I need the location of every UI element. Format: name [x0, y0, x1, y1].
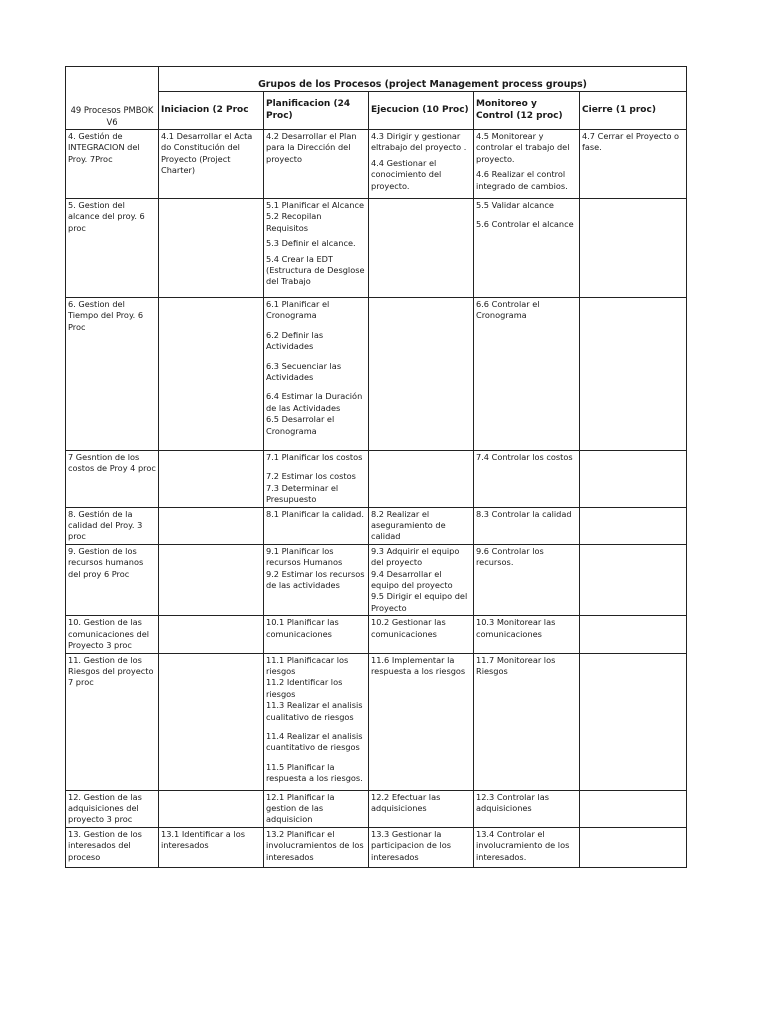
table-row [66, 298, 687, 451]
knowledge-area-cell: 6. Gestion del Tiempo del Proy. 6 Proc [66, 298, 159, 451]
process-cell [474, 827, 580, 867]
process-item: 7.1 Planificar los costos [266, 452, 363, 462]
process-cell [369, 827, 474, 867]
process-cell [580, 616, 687, 653]
process-cell [580, 451, 687, 508]
process-cell [580, 653, 687, 790]
process-item: 11.4 Realizar el analisis cuantitativo de riesgos [266, 730, 363, 753]
process-item: 8.1 Planificar la calidad. [266, 508, 364, 519]
table-row [66, 827, 687, 867]
process-item: 10.3 Monitorear las comunicaciones [476, 617, 556, 639]
process-cell [159, 130, 264, 199]
process-item: 5.5 Validar alcance [476, 200, 554, 210]
process-cell [369, 507, 474, 544]
process-groups-table [65, 66, 687, 868]
table-corner-cell [66, 67, 159, 130]
process-cell [264, 544, 369, 615]
process-cell [580, 507, 687, 544]
process-item: 11.1 Planificacar los riesgos [266, 654, 349, 676]
process-cell [580, 298, 687, 451]
process-cell [474, 790, 580, 827]
knowledge-area-cell: 11. Gestion de los Riesgos del proyecto 7 proc [66, 653, 159, 790]
process-cell [580, 130, 687, 199]
table-row [66, 507, 687, 544]
process-cell [474, 544, 580, 615]
table-row [66, 790, 687, 827]
process-cell [369, 298, 474, 451]
process-item: 7.3 Determinar el Presupuesto [266, 482, 339, 505]
process-item: 9.1 Planificar los recursos Humanos [266, 545, 343, 568]
header-monitoring: Monitoreo y Control (12 proc) [474, 92, 580, 130]
table-title [159, 67, 687, 92]
knowledge-area-cell: 4. Gestión de INTEGRACION del Proy. 7Proc [66, 130, 159, 199]
process-item: 8.2 Realizar el aseguramiento de calidad [371, 508, 446, 542]
process-cell [159, 616, 264, 653]
process-item: 9.4 Desarrollar el equipo del proyecto [371, 568, 453, 591]
process-cell [159, 790, 264, 827]
table-row [66, 199, 687, 298]
process-cell [264, 451, 369, 508]
process-item: 4.1 Desarrollar el Acta do Constitución del Proyecto (Project Charter) [161, 131, 253, 176]
process-cell [369, 653, 474, 790]
process-item: 4.4 Gestionar el conocimiento del proyecto. [371, 157, 442, 191]
process-cell [474, 130, 580, 199]
process-item: 7.2 Estimar los costos [266, 471, 356, 482]
table-row [66, 616, 687, 653]
process-item: 4.2 Desarrollar el Plan para la Dirección del proyecto [266, 131, 357, 164]
process-cell [369, 451, 474, 508]
process-cell [369, 199, 474, 298]
process-cell [264, 130, 369, 199]
knowledge-area-cell: 9. Gestion de los recursos humanos del proy 6 Proc [66, 544, 159, 615]
process-cell [264, 199, 369, 298]
table-corner-label: 49 Procesos PMBOK V6 [70, 105, 154, 127]
process-item: 4.6 Realizar el control integrado de cambios. [476, 169, 568, 191]
process-item: 5.2 Recopilan Requisitos [266, 211, 322, 233]
process-item: 13.4 Controlar el involucramiento de los interesados. [476, 828, 570, 862]
process-cell [580, 827, 687, 867]
process-cell [474, 199, 580, 298]
process-item: 6.6 Controlar el Cronograma [476, 299, 540, 321]
process-cell [474, 451, 580, 508]
process-item: 11.2 Identificar los riesgos [266, 677, 343, 699]
table-row [66, 544, 687, 615]
process-cell [580, 199, 687, 298]
process-item: 9.3 Adquirir el equipo del proyecto [371, 545, 460, 568]
process-item: 11.5 Planificar la respuesta a los riesgos. [266, 761, 363, 784]
process-cell [369, 616, 474, 653]
process-item: 12.3 Controlar las adquisiciones [476, 791, 549, 813]
process-item: 11.6 Implementar la respuesta a los riesgos [371, 654, 466, 676]
process-cell [159, 827, 264, 867]
process-item: 9.5 Dirigir el equipo del Proyecto [371, 591, 468, 613]
process-item: 5.6 Controlar el alcance [476, 219, 574, 230]
process-item: 11.7 Monitorear los Riesgos [476, 654, 556, 676]
table-row [66, 653, 687, 790]
header-execution: Ejecucion (10 Proc) [369, 92, 474, 130]
process-cell [159, 199, 264, 298]
knowledge-area-cell: 10. Gestion de las comunicaciones del Proyecto 3 proc [66, 616, 159, 653]
process-item: 13.1 Identificar a los interesados [161, 828, 245, 851]
process-item: 6.4 Estimar la Duración de las Actividades [266, 391, 363, 413]
table-row [66, 130, 687, 199]
process-item: 13.2 Planificar el involucramientos de los interesados [266, 828, 364, 862]
process-item: 4.5 Monitorear y controlar el trabajo del proyecto. [476, 131, 570, 164]
process-cell [159, 544, 264, 615]
process-cell [474, 653, 580, 790]
knowledge-area-cell: 5. Gestion del alcance del proy. 6 proc [66, 199, 159, 298]
table-title-text: Grupos de los Procesos (project Management process groups) [258, 78, 587, 90]
process-item: 7.4 Controlar los costos [476, 452, 573, 462]
knowledge-area-cell: 8. Gestión de la calidad del Proy. 3 proc [66, 507, 159, 544]
process-item: 12.1 Planificar la gestion de las adquisicion [266, 791, 335, 825]
process-item: 5.3 Definir el alcance. [266, 238, 356, 249]
process-item: 10.1 Planificar las comunicaciones [266, 617, 339, 639]
process-item: 13.3 Gestionar la participacion de los interesados [371, 828, 452, 862]
process-cell [580, 790, 687, 827]
process-item: 11.3 Realizar el analisis cualitativo de riesgos [266, 700, 363, 722]
process-cell [264, 507, 369, 544]
process-item: 9.6 Controlar los recursos. [476, 545, 544, 568]
process-cell [369, 544, 474, 615]
process-cell [264, 616, 369, 653]
header-initiation: Iniciacion (2 Proc [159, 92, 264, 130]
process-item: 10.2 Gestionar las comunicaciones [371, 617, 446, 639]
process-cell [474, 616, 580, 653]
header-closing: Cierre (1 proc) [580, 92, 687, 130]
process-item: 6.1 Planificar el Cronograma [266, 299, 330, 321]
header-planning: Planificacion (24 Proc) [264, 92, 369, 130]
process-cell [264, 790, 369, 827]
process-cell [474, 507, 580, 544]
knowledge-area-cell: 12. Gestion de las adquisiciones del proyecto 3 proc [66, 790, 159, 827]
process-cell [580, 544, 687, 615]
process-item: 8.3 Controlar la calidad [476, 508, 572, 519]
process-cell [474, 298, 580, 451]
process-cell [159, 507, 264, 544]
process-cell [369, 130, 474, 199]
table-row [66, 451, 687, 508]
process-cell [264, 298, 369, 451]
process-item: 6.3 Secuenciar las Actividades [266, 360, 342, 383]
process-item: 9.2 Estimar los recursos de las actividades [266, 568, 365, 591]
process-cell [159, 298, 264, 451]
process-item: 12.2 Efectuar las adquisiciones [371, 791, 441, 813]
process-cell [159, 451, 264, 508]
process-item: 6.2 Definir las Actividades [266, 329, 324, 352]
process-item: 5.1 Planificar el Alcance [266, 200, 364, 210]
process-cell [264, 827, 369, 867]
process-cell [159, 653, 264, 790]
knowledge-area-cell: 7 Gesntion de los costos de Proy 4 proc [66, 451, 159, 508]
process-item: 4.7 Cerrar el Proyecto o fase. [582, 131, 680, 153]
knowledge-area-cell: 13. Gestion de los interesados del proceso [66, 827, 159, 867]
process-item: 5.4 Crear la EDT (Estructura de Desglose del Trabajo [266, 253, 365, 287]
process-item: 6.5 Desarrolar el Cronograma [266, 414, 335, 436]
process-cell [369, 790, 474, 827]
process-cell [264, 653, 369, 790]
process-item: 4.3 Dirigir y gestionar eltrabajo del proyecto . [371, 131, 467, 153]
